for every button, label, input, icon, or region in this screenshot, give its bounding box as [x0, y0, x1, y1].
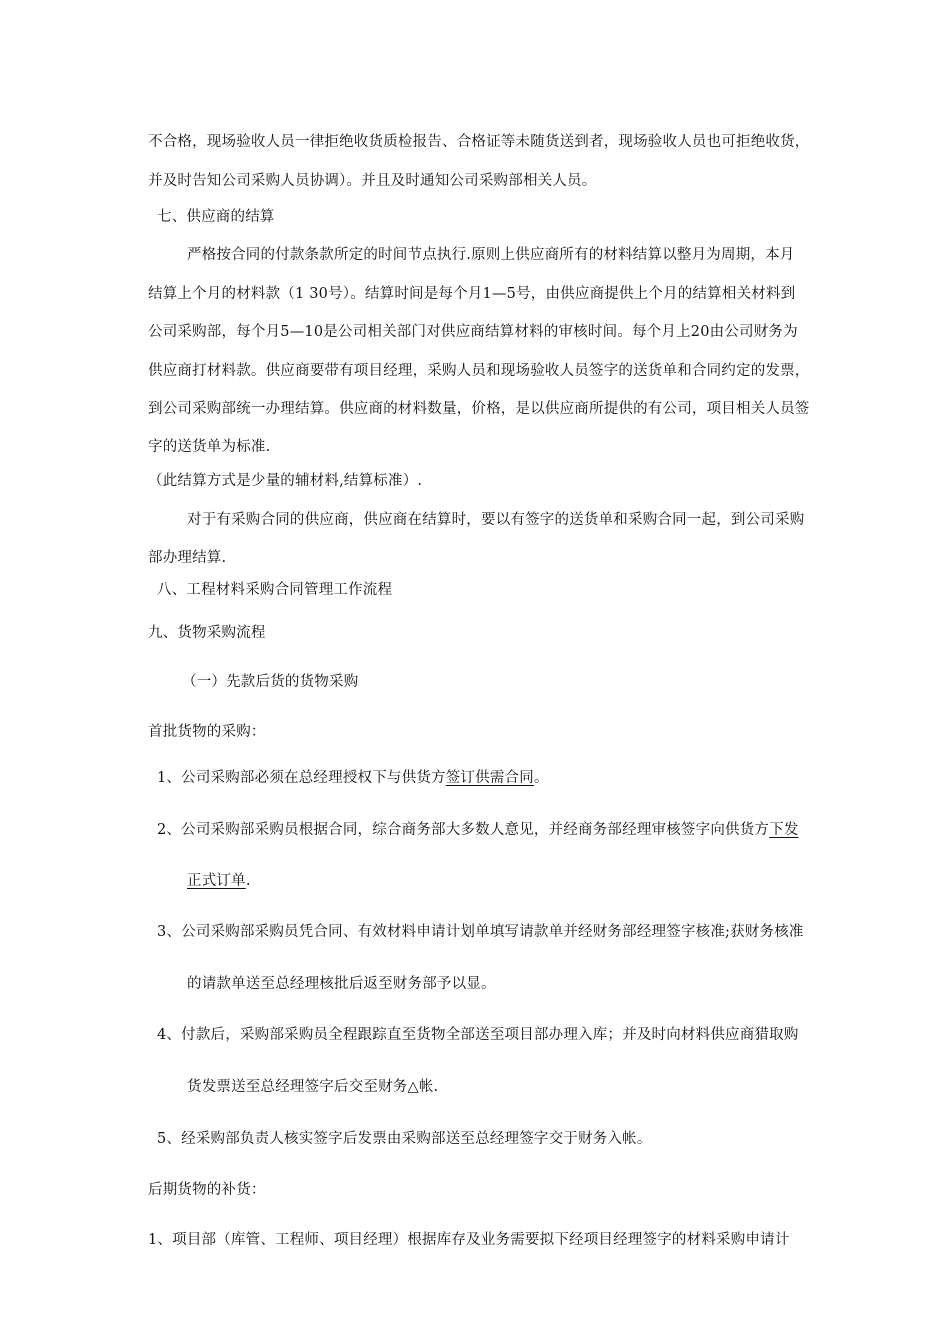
list-item-text: 2、公司采购部采购员根据合同，综合商务部大多数人意见，并经商务部经理审核签字向供货方: [157, 822, 770, 838]
list-item-text: .: [245, 873, 251, 889]
paragraph-line: 严格按合同的付款条款所定的时间节点执行.原则上供应商所有的材料结算以整月为周期，本月: [187, 247, 795, 263]
list-item-issue-order: [157, 820, 799, 840]
section-heading: 九、货物采购流程: [148, 625, 266, 641]
paragraph-line: 字的送货单为标准.: [148, 439, 271, 455]
list-item-issue-order-cont: [187, 871, 251, 891]
paragraph-line: 结算上个月的材料款（1 30号）。结算时间是每个月1—5号，由供应商提供上个月的结算相关材料到: [148, 286, 796, 302]
paragraph-line: 供应商打材料款。供应商要带有项目经理，采购人员和现场验收人员签字的送货单和合同约定的发票，: [148, 363, 810, 379]
paragraph-line: 不合格，现场验收人员一律拒绝收货质检报告、合格证等未随货送到者，现场验收人员也可拒绝收货，: [148, 134, 810, 150]
list-line: 货发票送至总经理签字后交至财务△帐.: [187, 1079, 439, 1095]
underlined-term: 签订供需合同: [445, 770, 534, 786]
paragraph-line: 部办理结算.: [148, 550, 227, 566]
list-line: 后期货物的补货：: [148, 1182, 266, 1198]
list-item-text: 。: [533, 770, 549, 786]
underlined-term: 正式订单: [187, 873, 246, 889]
list-line: 1、项目部（库管、工程师、项目经理）根据库存及业务需要拟下经项目经理签字的材料采购申请计: [148, 1232, 790, 1248]
paragraph-line: 对于有采购合同的供应商，供应商在结算时，要以有签字的送货单和采购合同一起，到公司采购: [187, 512, 805, 528]
section-heading: 八、工程材料采购合同管理工作流程: [157, 582, 393, 598]
section-heading: 七、供应商的结算: [157, 209, 275, 225]
paragraph-line: 首批货物的采购：: [148, 724, 266, 740]
paragraph-line: 到公司采购部统一办理结算。供应商的材料数量，价格，是以供应商所提供的有公司，项目相关人员签: [148, 401, 810, 417]
paragraph-line: 公司采购部，每个月5—10是公司相关部门对供应商结算材料的审核时间。每个月上20由公司财务为: [148, 324, 798, 340]
list-line: 3、公司采购部采购员凭合同、有效材料申请计划单填写请款单并经财务部经理签字核准;获财务核准: [157, 924, 804, 940]
paragraph-line: （此结算方式是少量的辅材料,结算标准）.: [148, 473, 423, 489]
list-item-sign-contract: [157, 768, 549, 788]
list-line: 5、经采购部负责人核实签字后发票由采购部送至总经理签字交于财务入帐。: [157, 1131, 652, 1147]
list-line: 的请款单送至总经理核批后返至财务部予以显。: [187, 976, 496, 992]
paragraph-line: 并及时告知公司采购人员协调）。并且及时通知公司采购部相关人员。: [148, 173, 597, 189]
list-line: 4、付款后，采购部采购员全程跟踪直至货物全部送至项目部办理入库；并及时向材料供应商猎取购: [157, 1027, 799, 1043]
paragraph-line: （一）先款后货的货物采购: [182, 674, 359, 690]
underlined-term: 下发: [769, 822, 799, 838]
list-item-text: 1、公司采购部必须在总经理授权下与供货方: [157, 770, 446, 786]
